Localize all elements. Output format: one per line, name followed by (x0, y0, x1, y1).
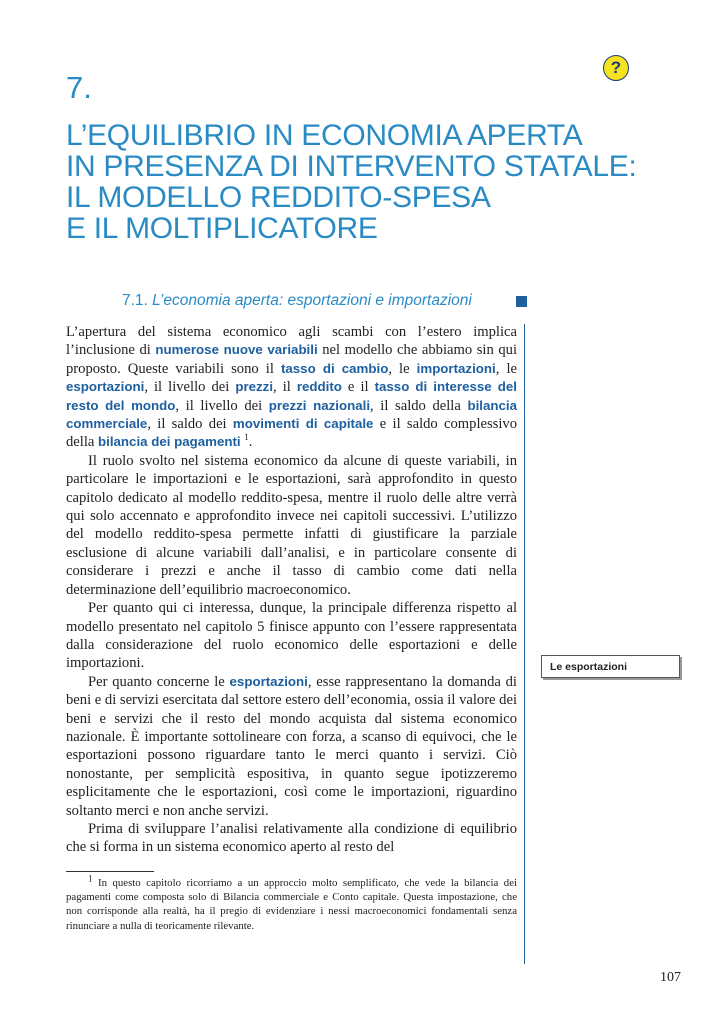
keyword: bilancia dei pagamenti (98, 434, 241, 450)
keyword: bilancia commerciale (66, 397, 517, 432)
keyword: movimenti di capitale (232, 416, 374, 432)
chapter-title-line: E IL MOLTIPLICATORE (66, 212, 378, 245)
chapter-title-line: IL MODELLO REDDITO-SPESA (66, 181, 491, 214)
keyword: reddito (296, 379, 342, 395)
section-heading (122, 292, 472, 310)
keyword: prezzi nazionali (268, 397, 371, 413)
chapter-number: 7. (66, 70, 92, 105)
keyword: prezzi (235, 379, 274, 395)
paragraph: Prima di sviluppare l’analisi relativamente alla condizione di equilibrio che si forma in un sistema economico aperto al resto del (66, 820, 517, 856)
page-number: 107 (660, 970, 681, 985)
paragraph: L’apertura del sistema economico agli scambi con l’estero implica l’inclusione di numerose nuove variabili nel modello che abbiamo sin qui proposto. Queste variabili sono il tasso di cambio, le importazioni, le esportazioni, il livello dei prezzi, il reddito e il tasso di interesse del resto del mondo, il livello dei prezzi nazionali, il saldo della bilancia commerciale, il saldo dei movimenti di capitale e il saldo complessivo della bilancia dei pagamenti $^1$. (66, 324, 517, 451)
margin-rule (524, 324, 525, 964)
footnote (66, 873, 517, 933)
keyword: numerose nuove variabili (155, 342, 318, 358)
chapter-title-line: L’EQUILIBRIO IN ECONOMIA APERTA (66, 119, 583, 152)
keyword: tasso di interesse del resto del mondo (66, 379, 517, 413)
chapter-title-line: IN PRESENZA DI INTERVENTO STATALE: (66, 150, 637, 183)
keyword: esportazioni (66, 379, 145, 395)
paragraph: Per quanto qui ci interessa, dunque, la principale differenza rispetto al modello presentato nel capitolo 5 finisce appunto con l’essere rappresentata dalla considerazione del ruolo economico delle esportazioni e delle importazioni. (66, 600, 517, 672)
footnote-rule (66, 871, 154, 872)
footnote-text: In questo capitolo ricorriamo a un approccio molto semplificato, che vede la bilancia dei pagamenti come composta solo di Bilancia commerciale e Conto capitale. Questa impostazione, che non corrisponde alla realtà, ha il pregio di evidenziare i nessi macroeconomici fondamentali senza rinunciare a nulla di teoricamente rilevante. (66, 877, 517, 932)
footnote-ref[interactable]: 1 (244, 432, 249, 443)
chapter-title (66, 120, 666, 244)
paragraph: Il ruolo svolto nel sistema economico da alcune di queste variabili, in particolare le importazioni e le esportazioni, sarà approfondito in questo capitolo dedicato al modello reddito-spesa, mentre il ruolo delle altre verrà qui solo accennato e approfondito invece nei capitoli successivi. L’utilizzo del modello reddito-spesa permette infatti di giustificare la parziale esclusione di alcune variabili dall’analisi, e in particolare consente di considerare i prezzi e anche il tasso di cambio come dati nella determinazione dell’equilibrio macroeconomico. (66, 452, 517, 598)
section-number: 7.1. (122, 292, 148, 309)
sidebar-label-box: Le esportazioni (541, 655, 680, 678)
paragraph: Per quanto concerne le esportazioni, esse rappresentano la domanda di beni e di servizi esercitata dal settore estero dell’economia, ossia il valore dei beni e servizi che il resto del mondo acquista dal sistema economico nazionale. È importante sottolineare con forza, a scanso di equivoci, che le esportazioni possono riguardare tanto le merci quanto i servizi. Ciò nonostante, per semplicità espositiva, in quanto segue ipotizzeremo esplicitamente che le esportazioni, così come le importazioni, riguardino soltanto merci e non anche servizi. (66, 673, 518, 819)
footnote-marker: 1 (88, 873, 93, 884)
keyword: importazioni (416, 360, 496, 376)
section-square-marker (516, 296, 527, 307)
help-question-icon: ? (603, 55, 629, 81)
section-title: L’economia aperta: esportazioni e importazioni (152, 292, 472, 309)
keyword: tasso di cambio (280, 360, 389, 376)
keyword: esportazioni (229, 673, 308, 689)
body-text (66, 323, 517, 857)
